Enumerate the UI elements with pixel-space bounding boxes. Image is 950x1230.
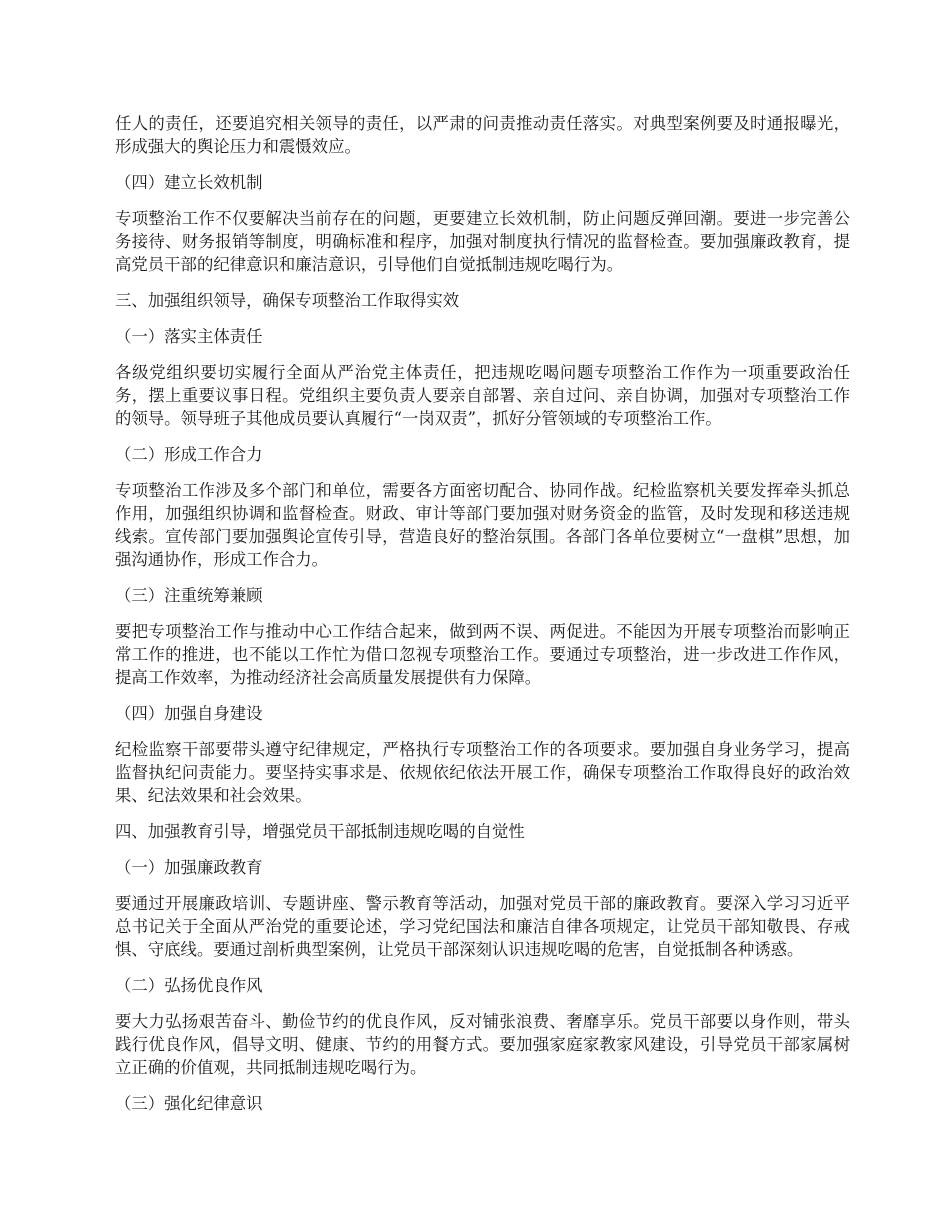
document-page (115, 112, 850, 1128)
paragraph: 要通过开展廉政培训、专题讲座、警示教育等活动，加强对党员干部的廉政教育。要深入学习习近平总书记关于全面从严治党的重要论述，学习党纪国法和廉洁自律各项规定，让党员干部知敬畏、存戒惧、守底线。要通过剖析典型案例，让党员干部深刻认识违规吃喝的危害，自觉抵制各种诱惑。 (115, 894, 850, 959)
section-heading: 三、加强组织领导，确保专项整治工作取得实效 (115, 291, 460, 310)
paragraph: 专项整治工作涉及多个部门和单位，需要各方面密切配合、协同作战。纪检监察机关要发挥牵头抓总作用，加强组织协调和监督检查。财政、审计等部门要加强对财务资金的监管，及时发现和移送违规线索。宣传部门要加强舆论宣传引导，营造良好的整治氛围。各部门各单位要树立“一盘棋”思想，加强沟通协作，形成工作合力。 (115, 481, 850, 569)
section-heading: （二）形成工作合力 (115, 445, 263, 464)
section-heading: （三）强化纪律意识 (115, 1094, 263, 1113)
paragraph: 纪检监察干部要带头遵守纪律规定，严格执行专项整治工作的各项要求。要加强自身业务学习，提高监督执纪问责能力。要坚持实事求是、依规依纪依法开展工作，确保专项整治工作取得良好的政治效果、纪法效果和社会效果。 (115, 740, 850, 805)
section-heading: （四）加强自身建设 (115, 704, 263, 723)
section-heading: （三）注重统筹兼顾 (115, 586, 263, 605)
paragraph: 要大力弘扬艰苦奋斗、勤俭节约的优良作风，反对铺张浪费、奢靡享乐。党员干部要以身作则，带头践行优良作风，倡导文明、健康、节约的用餐方式。要加强家庭家教家风建设，引导党员干部家属树立正确的价值观，共同抵制违规吃喝行为。 (115, 1012, 850, 1077)
section-heading: （一）加强廉政教育 (115, 858, 263, 877)
paragraph: 专项整治工作不仅要解决当前存在的问题，更要建立长效机制，防止问题反弹回潮。要进一步完善公务接待、财务报销等制度，明确标准和程序，加强对制度执行情况的监督检查。要加强廉政教育，提高党员干部的纪律意识和廉洁意识，引导他们自觉抵制违规吃喝行为。 (115, 209, 850, 274)
section-heading: （四）建立长效机制 (115, 173, 263, 192)
section-heading: （一）落实主体责任 (115, 327, 263, 346)
paragraph: 任人的责任，还要追究相关领导的责任，以严肃的问责推动责任落实。对典型案例要及时通报曝光，形成强大的舆论压力和震慑效应。 (115, 114, 850, 156)
section-heading: （二）弘扬优良作风 (115, 976, 263, 995)
section-heading: 四、加强教育引导，增强党员干部抵制违规吃喝的自觉性 (115, 822, 525, 841)
paragraph: 要把专项整治工作与推动中心工作结合起来，做到两不误、两促进。不能因为开展专项整治而影响正常工作的推进，也不能以工作忙为借口忽视专项整治工作。要通过专项整治，进一步改进工作作风，提高工作效率，为推动经济社会高质量发展提供有力保障。 (115, 622, 850, 687)
paragraph: 各级党组织要切实履行全面从严治党主体责任，把违规吃喝问题专项整治工作作为一项重要政治任务，摆上重要议事日程。党组织主要负责人要亲自部署、亲自过问、亲自协调，加强对专项整治工作的领导。领导班子其他成员要认真履行“一岗双责”，抓好分管领域的专项整治工作。 (115, 363, 850, 428)
